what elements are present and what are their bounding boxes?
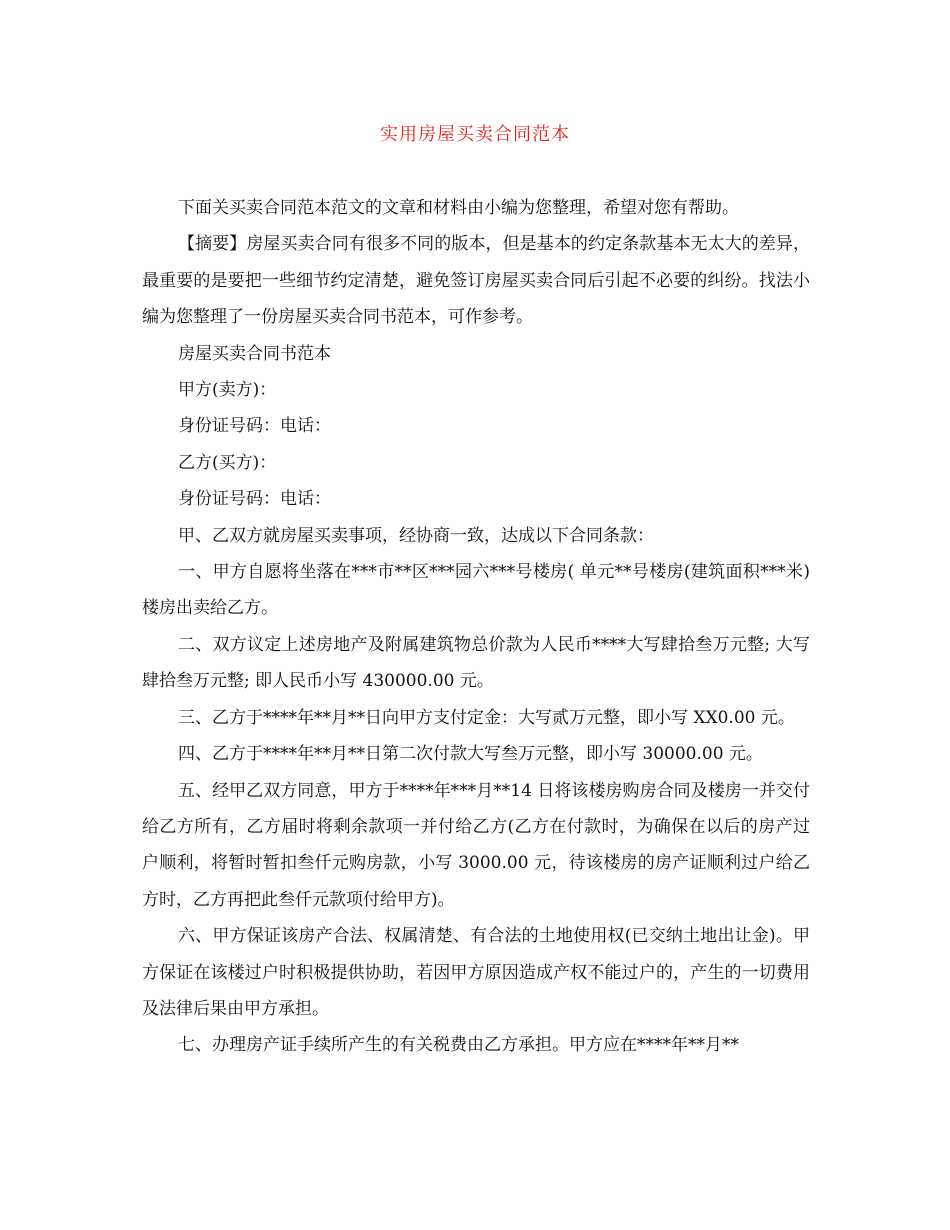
intro-paragraph: 下面关买卖合同范本范文的文章和材料由小编为您整理，希望对您有帮助。 bbox=[178, 198, 739, 218]
clause-6: 六、甲方保证该房产合法、权属清楚、有合法的土地使用权(已交纳土地出让金)。甲方保证在该楼过户时积极提供协助，若因甲方原因造成产权不能过户的，产生的一切费用及法律后果由甲方承担。 bbox=[142, 926, 810, 1019]
agreement-intro: 甲、乙双方就房屋买卖事项，经协商一致，达成以下合同条款： bbox=[178, 525, 654, 546]
clause-7: 七、办理房产证手续所产生的有关税费由乙方承担。甲方应在****年**月** bbox=[178, 1035, 739, 1056]
clause-3: 三、乙方于****年**月**日向甲方支付定金：大写贰万元整，即小写 XX0.00 元。 bbox=[178, 707, 795, 728]
clause-1: 一、甲方自愿将坐落在***市**区***园六***号楼房( 单元**号楼房(建筑面积***米)楼房出卖给乙方。 bbox=[142, 562, 810, 619]
party-b-line: 乙方(买方)： bbox=[178, 452, 277, 473]
document-title: 实用房屋买卖合同范本 bbox=[380, 124, 570, 145]
clause-2: 二、双方议定上述房地产及附属建筑物总价款为人民币****大写肆拾叁万元整; 大写肆拾叁万元整; 即人民币小写 430000.00 元。 bbox=[142, 634, 810, 692]
party-a-line: 甲方(卖方)： bbox=[178, 380, 277, 401]
clause-4: 四、乙方于****年**月**日第二次付款大写叁万元整，即小写 30000.00 元。 bbox=[178, 744, 763, 765]
contract-heading: 房屋买卖合同书范本 bbox=[178, 343, 331, 364]
document-body bbox=[142, 190, 810, 1064]
clause-5: 五、经甲乙双方同意，甲方于****年***月**14 日将该楼房购房合同及楼房一并交付给乙方所有，乙方届时将剩余款项一并付给乙方(乙方在付款时，为确保在以后的房产过户顺利，将暂时暂扣叁仟元购房款，小写 3000.00 元，待该楼房的房产证顺利过户给乙方时，乙方再把此叁仟元款项付给甲方)。 bbox=[142, 780, 810, 910]
party-b-id-line: 身份证号码：电话： bbox=[178, 489, 331, 510]
party-a-id-line: 身份证号码：电话： bbox=[178, 416, 331, 437]
summary-paragraph: 【摘要】房屋买卖合同有很多不同的版本，但是基本的约定条款基本无太大的差异，最重要的是要把一些细节约定清楚，避免签订房屋买卖合同后引起不必要的纠纷。找法小编为您整理了一份房屋买卖合同书范本，可作参考。 bbox=[142, 234, 810, 328]
